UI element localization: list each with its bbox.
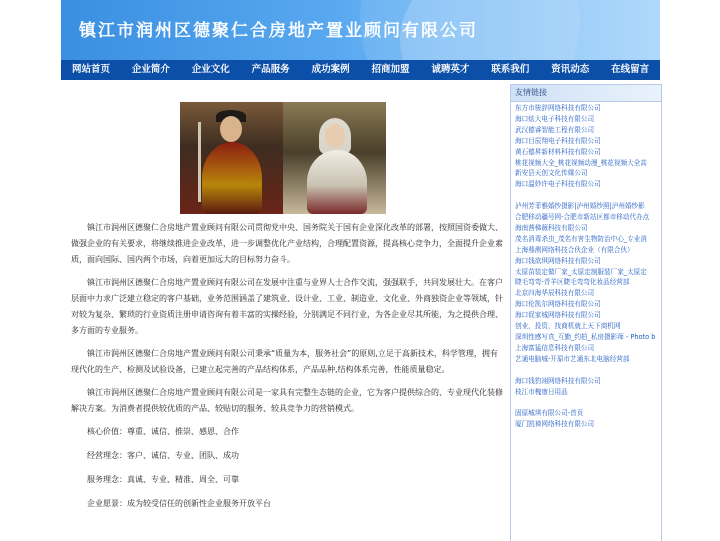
friend-link[interactable]: 创业，投资，找商机就上天下商机网 [515, 322, 621, 331]
nav-jobs[interactable]: 诚聘英才 [431, 64, 470, 75]
friend-link[interactable]: 桃花视频大全_桃花视频动漫_桃花视频大全高 [515, 158, 647, 167]
nav-news[interactable]: 资讯动态 [551, 64, 590, 75]
intro-paragraph: 镇江市润州区德聚仁合房地产置业顾问有限公司秉承“质量为本，服务社会”的原则,立足于高新技术，科学管理，拥有现代化的生产、检测及试验设备，已建立起完善的产品结构体系，产品品种,结构体系完善，性能质量稳定。 [71, 349, 498, 374]
sidebar-title: 友情链接 [511, 85, 661, 102]
friend-link[interactable]: 合肥移动疆号网-合肥市新站区都市移动代办点 [515, 213, 650, 222]
intro-paragraph: 镇江市润州区德聚仁合房地产置业顾问有限公司在发展中注重与业界人士合作交流，强强联手，共同发展壮大。在客户层面中力求广泛建立稳定的客户基础，业务范围涵盖了建筑业、设计业、工业、制造业、文化业、外商独资企业等领域，针对较为复杂、繁琐的行业资质注册申请咨询有着丰富的实操经验，分别满足不同行业，为各企业尽其所能，为之提供合理、多方面的专业服务。 [71, 278, 503, 335]
nav-message[interactable]: 在线留言 [611, 64, 650, 75]
friend-link[interactable]: 固原城琪有限公司-首页 [515, 409, 584, 418]
intro-paragraph: 镇江市润州区德聚仁合房地产置业顾问有限公司贯彻党中央、国务院关于国有企业深化改革的部署，按照国资委做大、做强企业的有关要求，将继续推进企业改革，进一步调整优化产业结构，合理配置资源，提高核心竞争力，全面提升企业素质，面向国际、国内两个市场，向着更加远大的目标努力奋斗。 [71, 223, 503, 264]
business-concept-line: 经营理念：客户、诚信、专业、团队、成功 [87, 451, 239, 460]
friend-link[interactable]: 海口钱豹翊网络科技有限公司 [515, 376, 601, 385]
hero-painting [180, 102, 386, 214]
list-spacer [515, 190, 657, 201]
nav-contact[interactable]: 联系我们 [491, 64, 530, 75]
friend-link[interactable]: 海口促家城网络科技有限公司 [515, 311, 601, 320]
vision-line: 企业愿景：成为较受信任的创新性企业服务开放平台 [87, 499, 271, 508]
friend-link[interactable]: 上海蓦测网络科技合伙企业（有限合伙） [515, 245, 634, 254]
painting-right-panel [283, 102, 386, 214]
friend-link[interactable]: 海口目辰翔电子科技有限公司 [515, 136, 601, 145]
friend-link[interactable]: 新安县天创文化传媒公司 [515, 169, 588, 178]
friend-link[interactable]: 海口伦凯尔网络科技有限公司 [515, 300, 601, 309]
friend-link[interactable]: 海口炫大电子科技有限公司 [515, 114, 595, 123]
list-spacer [515, 365, 657, 376]
friend-link[interactable]: 茂名消毒杀虫_茂名有害生物防治中心_专业消 [515, 234, 647, 243]
service-concept-line: 服务理念：真诚、专业、精准、周全、可靠 [87, 475, 239, 484]
friend-link[interactable]: 北京四海华辰科技有限公司 [515, 289, 595, 298]
nav-home[interactable]: 网站首页 [71, 64, 110, 75]
core-value-line: 核心价值：尊重、诚信、推崇、感恩、合作 [87, 427, 239, 436]
friend-link[interactable]: 海南茜梯薇科技有限公司 [515, 223, 588, 232]
nav-franchise[interactable]: 招商加盟 [371, 64, 410, 75]
friend-link[interactable]: 睫毛弯弯-青羊区睫毛弯弯化妆品经营部 [515, 278, 630, 287]
friend-link[interactable]: 海口温妙许电子科技有限公司 [515, 180, 601, 189]
friend-links-sidebar [510, 84, 662, 541]
friend-link[interactable]: 东方市骏辞网络科技有限公司 [515, 104, 601, 112]
nav-culture[interactable]: 企业文化 [191, 64, 230, 75]
friend-link[interactable]: 海口钱欲琪网络科技有限公司 [515, 256, 601, 265]
friend-link[interactable]: 泸州芳菲雅婚纱摄影|泸州婚纱照|泸州婚纱影 [515, 202, 645, 211]
site-title: 镇江市润州区德聚仁合房地产置业顾问有限公司 [79, 21, 478, 41]
friend-link[interactable]: 上海富猛信息科技有限公司 [515, 343, 595, 352]
friend-link[interactable]: 黄石德昇新材料科技有限公司 [515, 147, 601, 156]
friend-link[interactable]: 艺通电脑城-开原市艺通东北电脑经营部 [515, 354, 630, 363]
friend-link[interactable]: 太原苗装定做厂家_太原定制服装厂家_太原定 [515, 267, 647, 276]
friend-link[interactable]: 武汉德睿智能工程有限公司 [515, 125, 595, 134]
nav-products[interactable]: 产品服务 [251, 64, 290, 75]
friend-link[interactable]: 深圳性感写真_互勤_约拍_私房摄影师 - Photo b [515, 333, 656, 342]
site-header [61, 0, 660, 60]
friend-link[interactable]: 枝江市槐康日用品 [515, 387, 568, 396]
friend-links-list [511, 102, 661, 431]
friend-link[interactable]: 厦门凯禅网络科技有限公司 [515, 420, 595, 429]
nav-about[interactable]: 企业简介 [131, 64, 170, 75]
painting-left-panel [180, 102, 283, 214]
list-spacer [515, 397, 657, 408]
nav-cases[interactable]: 成功案例 [311, 64, 350, 75]
intro-paragraph: 镇江市润州区德聚仁合房地产置业顾问有限公司是一家具有完整生态链的企业，它为客户提供综合的、专业现代化装修解决方案。为消费者提供较优质的产品、较贴切的服务、较具竞争力的营销模式。 [71, 388, 503, 413]
main-nav [61, 60, 660, 80]
article-text [71, 220, 504, 520]
